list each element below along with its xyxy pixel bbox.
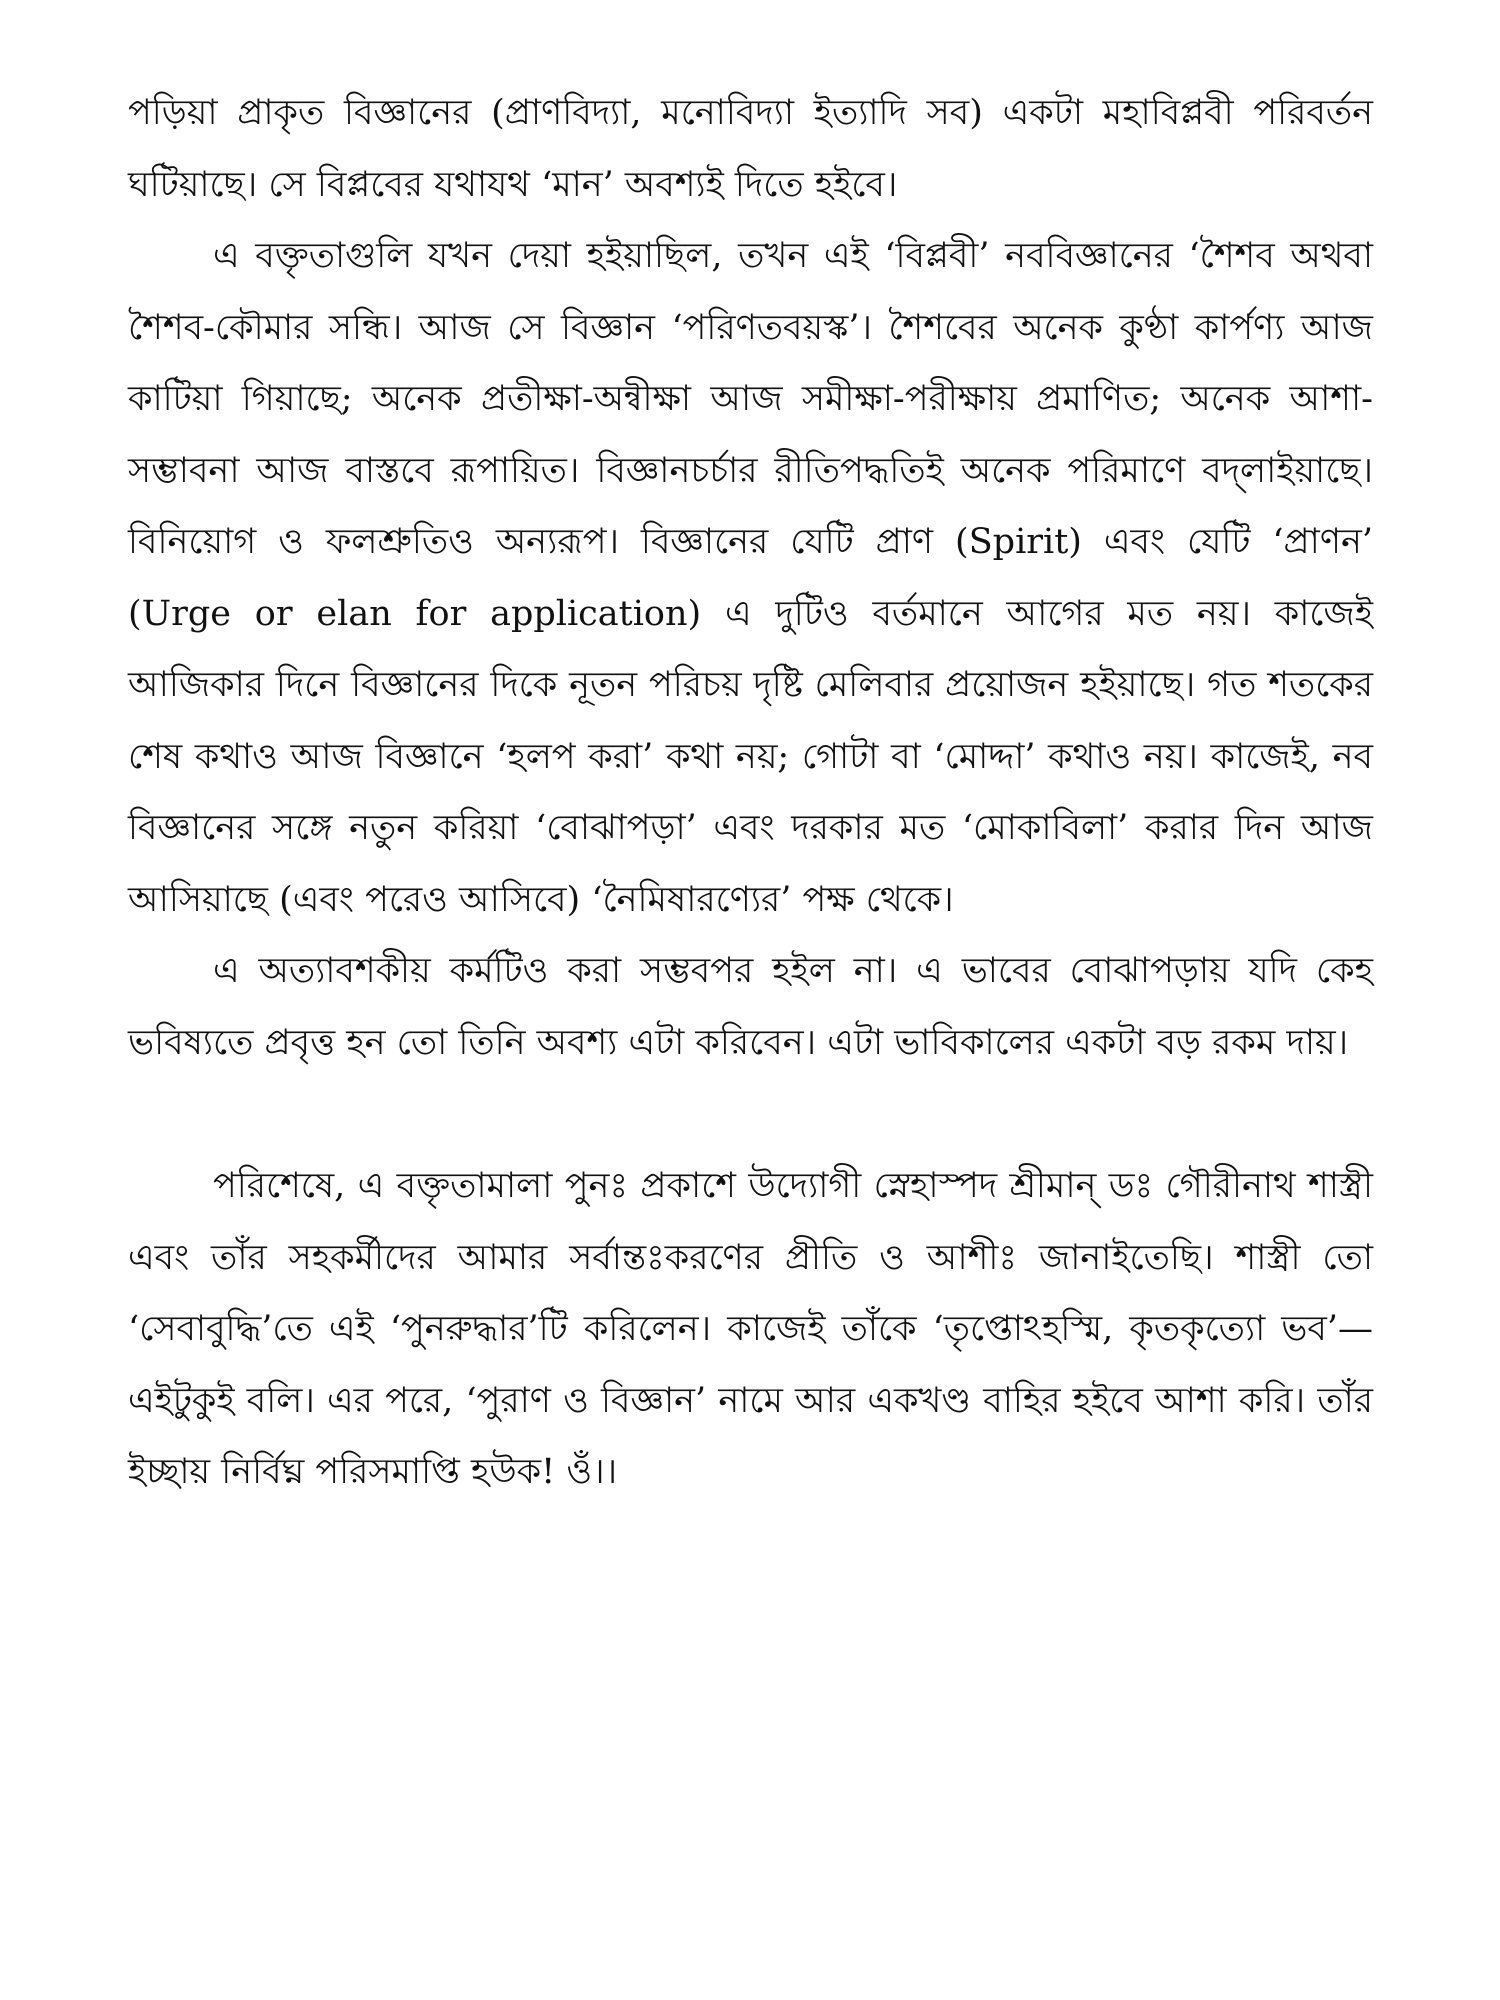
paragraph-acknowledgement: পরিশেষে, এ বক্তৃতামালা পুনঃ প্রকাশে উদ্যোগী স্নেহাস্পদ শ্রীমান্ ডঃ গৌরীনাথ শাস্ত্রী এবং তাঁর সহকর্মীদের আমার সর্বান্তঃকরণের প্রীতি ও আশীঃ জানাইতেছি। শাস্ত্রী তো ‘সেবাবুদ্ধি’তে এই ‘পুনরুদ্ধার’টি করিলেন। কাজেই তাঁকে ‘তৃপ্তোঽহস্মি, কৃতকৃত্যো ভব’—এইটুকুই বলি। এর পরে, ‘পুরাণ ও বিজ্ঞান’ নামে আর একখণ্ড বাহির হইবে আশা করি। তাঁর ইচ্ছায় নির্বিঘ্ন পরিসমাপ্তি হউক! ওঁ।। [128, 1166, 1373, 1492]
paragraph-future-task: এ অত্যাবশকীয় কর্মটিও করা সম্ভবপর হইল না। এ ভাবের বোঝাপড়ায় যদি কেহ ভবিষ্যতে প্রবৃত্ত হন তো তিনি অবশ্য এটা করিবেন। এটা ভাবিকালের একটা বড় রকম দায়। [128, 951, 1373, 1063]
section-gap [128, 1079, 1373, 1151]
paragraph-continuation: পড়িয়া প্রাকৃত বিজ্ঞানের (প্রাণবিদ্যা, মনোবিদ্যা ইত্যাদি সব) একটা মহাবিপ্লবী পরিবর্তন ঘটিয়াছে। সে বিপ্লবের যথাযথ ‘মান’ অবশ্যই দিতে হইবে। [128, 93, 1373, 205]
document-page [128, 78, 1373, 1509]
paragraph-lectures: এ বক্তৃতাগুলি যখন দেয়া হইয়াছিল, তখন এই ‘বিপ্লবী’ নববিজ্ঞানের ‘শৈশব অথবা শৈশব-কৌমার সন্ধি। আজ সে বিজ্ঞান ‘পরিণতবয়স্ক’। শৈশবের অনেক কুণ্ঠা কার্পণ্য আজ কাটিয়া গিয়াছে; অনেক প্রতীক্ষা-অন্বীক্ষা আজ সমীক্ষা-পরীক্ষায় প্রমাণিত; অনেক আশা-সম্ভাবনা আজ বাস্তবে রূপায়িত। বিজ্ঞানচর্চার রীতিপদ্ধতিই অনেক পরিমাণে বদ্‌লাইয়াছে। বিনিয়োগ ও ফলশ্রুতিও অন্যরূপ। বিজ্ঞানের যেটি প্রাণ (Spirit) এবং যেটি ‘প্রাণন’ (Urge or elan for application) এ দুটিও বর্তমানে আগের মত নয়। কাজেই আজিকার দিনে বিজ্ঞানের দিকে নূতন পরিচয় দৃষ্টি মেলিবার প্রয়োজন হইয়াছে। গত শতকের শেষ কথাও আজ বিজ্ঞানে ‘হলপ করা’ কথা নয়; গোটা বা ‘মোদ্দা’ কথাও নয়। কাজেই, নব বিজ্ঞানের সঙ্গে নতুন করিয়া ‘বোঝাপড়া’ এবং দরকার মত ‘মোকাবিলা’ করার দিন আজ আসিয়াছে (এবং পরেও আসিবে) ‘নৈমিষারণ্যের’ পক্ষ থেকে। [128, 236, 1373, 920]
